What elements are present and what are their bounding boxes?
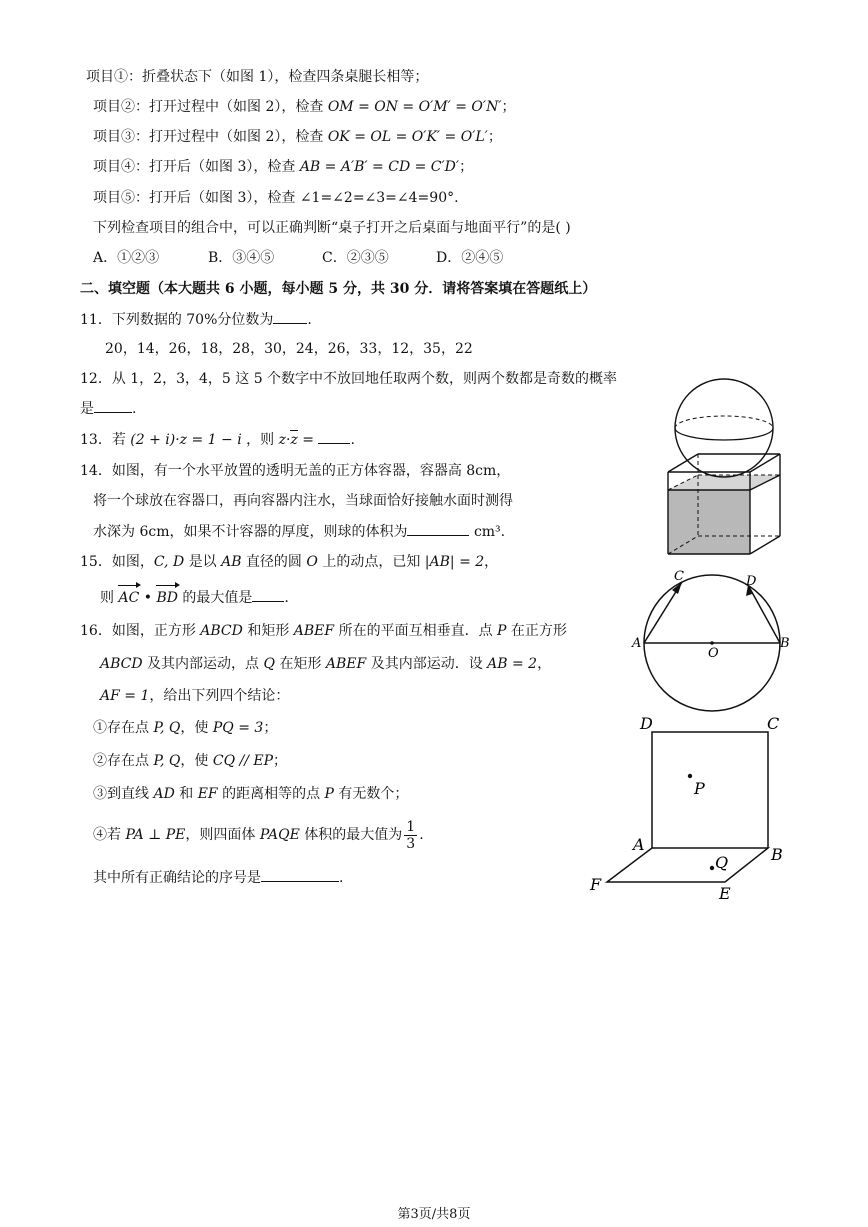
label-c: C	[674, 569, 684, 584]
answer-blank	[273, 309, 307, 324]
q14-line2: 将一个球放在容器口，再向容器内注水，当球面恰好接触水面时测得	[93, 493, 513, 509]
item-3: 项目③：打开过程中（如图 2），检查 OK = OL = O′K′ = O′L′；	[93, 129, 502, 145]
label-d: D	[746, 574, 757, 589]
q11-data: 20，14，26，18，28，30，24，26，33，12，35，22	[105, 341, 473, 357]
q16-conclusion-3: ③到直线 AD 和 EF 的距离相等的点 P 有无数个；	[93, 786, 409, 802]
q14-line1: 14．如图，有一个水平放置的透明无盖的正方体容器，容器高 8cm，	[80, 463, 511, 479]
label-c: C	[767, 714, 780, 733]
page-footer: 第3页/共8页	[397, 1207, 471, 1222]
answer-blank	[94, 398, 132, 413]
q10-stem: 下列检查项目的组合中，可以正确判断“桌子打开之后桌面与地面平行”的是( )	[93, 220, 571, 236]
q11-stem: 11．下列数据的 70%分位数为 .	[80, 309, 312, 330]
circle-vector-figure	[628, 565, 796, 715]
q16-line3: AF = 1，给出下列四个结论：	[100, 688, 290, 704]
item-5: 项目⑤：打开后（如图 3），检查 ∠1=∠2=∠3=∠4=90°.	[93, 190, 459, 206]
sphere-cube-figure	[660, 380, 790, 560]
label-e: E	[719, 884, 731, 903]
q15-line1: 15．如图，C, D 是以 AB 直径的圆 O 上的动点，已知 |AB| = 2，	[80, 554, 499, 570]
q16-line2: ABCD 及其内部运动，点 Q 在矩形 ABEF 及其内部运动．设 AB = 2，	[100, 656, 552, 672]
item-4: 项目④：打开后（如图 3），检查 AB = A′B′ = CD = C′D′；	[93, 159, 474, 175]
label-a: A	[633, 835, 645, 854]
q16-line1: 16．如图，正方形 ABCD 和矩形 ABEF 所在的平面互相垂直．点 P 在正方形	[80, 623, 567, 639]
q10-option-c: C．②③⑤	[322, 250, 389, 266]
square-rectangle-figure	[585, 710, 790, 905]
q12-line1: 12．从 1，2，3，4，5 这 5 个数字中不放回地任取两个数，则两个数都是奇数的概率	[80, 371, 618, 387]
label-o: O	[708, 646, 719, 661]
label-p: P	[694, 779, 705, 798]
q16-conclusion-1: ①存在点 P, Q，使 PQ = 3；	[93, 720, 278, 736]
q16-conclusion-2: ②存在点 P, Q，使 CQ // EP；	[93, 753, 288, 769]
q10-option-b: B．③④⑤	[208, 250, 275, 266]
label-f: F	[590, 875, 602, 894]
q13: 13．若 (2 + i)·z = 1 − i ，则 z·z = .	[80, 429, 355, 450]
answer-blank	[318, 429, 350, 444]
q12-line2: 是 .	[80, 398, 136, 419]
q15-line2: 则 AC • BD 的最大值是 .	[100, 587, 289, 608]
q14-line3: 水深为 6cm，如果不计容器的厚度，则球的体积为 cm³.	[93, 521, 505, 542]
item-1: 项目①：折叠状态下（如图 1），检查四条桌腿长相等；	[86, 69, 429, 85]
label-a: A	[632, 636, 642, 651]
section-2-title: 二、填空题（本大题共 6 小题，每小题 5 分，共 30 分．请将答案填在答题纸上）	[80, 281, 597, 297]
label-q: Q	[715, 853, 729, 872]
answer-blank	[261, 867, 339, 882]
answer-blank	[407, 521, 469, 536]
fraction-one-third: $\frac{1}{3}$	[406, 818, 416, 852]
label-b: B	[780, 636, 790, 651]
q10-option-a: A．①②③	[93, 250, 160, 266]
q10-option-d: D．②④⑤	[436, 250, 504, 266]
q16-conclusion-4: ④若 PA ⊥ PE，则四面体 PAQE 体积的最大值为 $\frac{1}{3}$ .	[93, 818, 424, 852]
item-2: 项目②：打开过程中（如图 2），检查 OM = ON = O′M′ = O′N′；	[93, 99, 516, 115]
label-b: B	[771, 845, 783, 864]
q16-answer-line: 其中所有正确结论的序号是 .	[93, 867, 343, 888]
answer-blank	[252, 587, 284, 602]
label-d: D	[640, 714, 653, 733]
